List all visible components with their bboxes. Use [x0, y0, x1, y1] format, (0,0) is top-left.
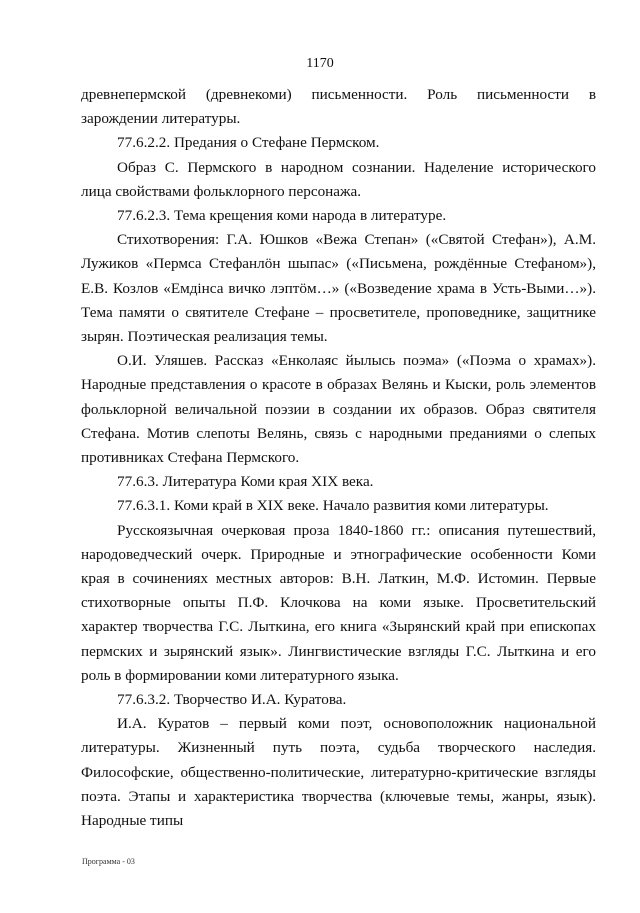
section-heading-77-6-3-2: 77.6.3.2. Творчество И.А. Куратова.: [117, 691, 347, 709]
paragraph-stefan-image: Образ С. Пермского в народном сознании. Наделение исторического лица свойствами фольклорного персонажа.: [81, 158, 596, 200]
section-heading-77-6-2-2: 77.6.2.2. Предания о Стефане Пермском.: [117, 134, 380, 152]
paragraph-kuratov: И.А. Куратов – первый коми поэт, основоположник национальной литературы. Жизненный путь поэта, судьба творческого наследия. Философские, общественно-политические, литературно-критические взгляды поэта. Этапы и характеристика творчества (ключевые темы, жанры, язык). Народные типы: [81, 715, 596, 830]
page-footer: Программа - 03: [82, 857, 135, 866]
paragraph-ulyashev: О.И. Уляшев. Рассказ «Енколаяс йылысь поэма» («Поэма о храмах»). Народные представления о красоте в образах Велянь и Кыски, роль элементов фольклорной величальной поэзии в создании их образов. Образ святителя Стефана. Мотив слепоты Велянь, связь с народными преданиями о слепых противниках Стефана Пермского.: [81, 352, 596, 467]
section-heading-77-6-2-3: 77.6.2.3. Тема крещения коми народа в литературе.: [117, 207, 447, 225]
paragraph-poems: Стихотворения: Г.А. Юшков «Вежа Степан» («Святой Стефан»), А.М. Лужиков «Пермса Стефанлӧн шыпас» («Письмена, рождённые Стефаном»), Е.В. Козлов «Емдінса вичко лэптӧм…» («Возведение храма в Усть-Выми…»). Тема памяти о святителе Стефане – просветителе, проповеднике, защитнике зырян. Поэтическая реализация темы.: [81, 231, 596, 346]
body-text: [81, 83, 596, 833]
paragraph-continuation: древнепермской (древнекоми) письменности. Роль письменности в зарождении литературы.: [81, 86, 596, 128]
page-number: 1170: [306, 56, 334, 71]
section-heading-77-6-3: 77.6.3. Литература Коми края XIX века.: [117, 473, 374, 491]
section-heading-77-6-3-1: 77.6.3.1. Коми край в XIX веке. Начало развития коми литературы.: [117, 497, 549, 515]
paragraph-prose: Русскоязычная очерковая проза 1840-1860 гг.: описания путешествий, народоведческий очерк. Природные и этнографические особенности Коми края в сочинениях местных авторов: В.Н. Латкин, М.Ф. Истомин. Первые стихотворные опыты П.Ф. Клочкова на коми языке. Просветительский характер творчества Г.С. Лыткина, его книга «Зырянский край при епископах пермских и зырянский язык». Лингвистические взгляды Г.С. Лыткина и его роль в формировании коми литературного языка.: [81, 521, 596, 684]
